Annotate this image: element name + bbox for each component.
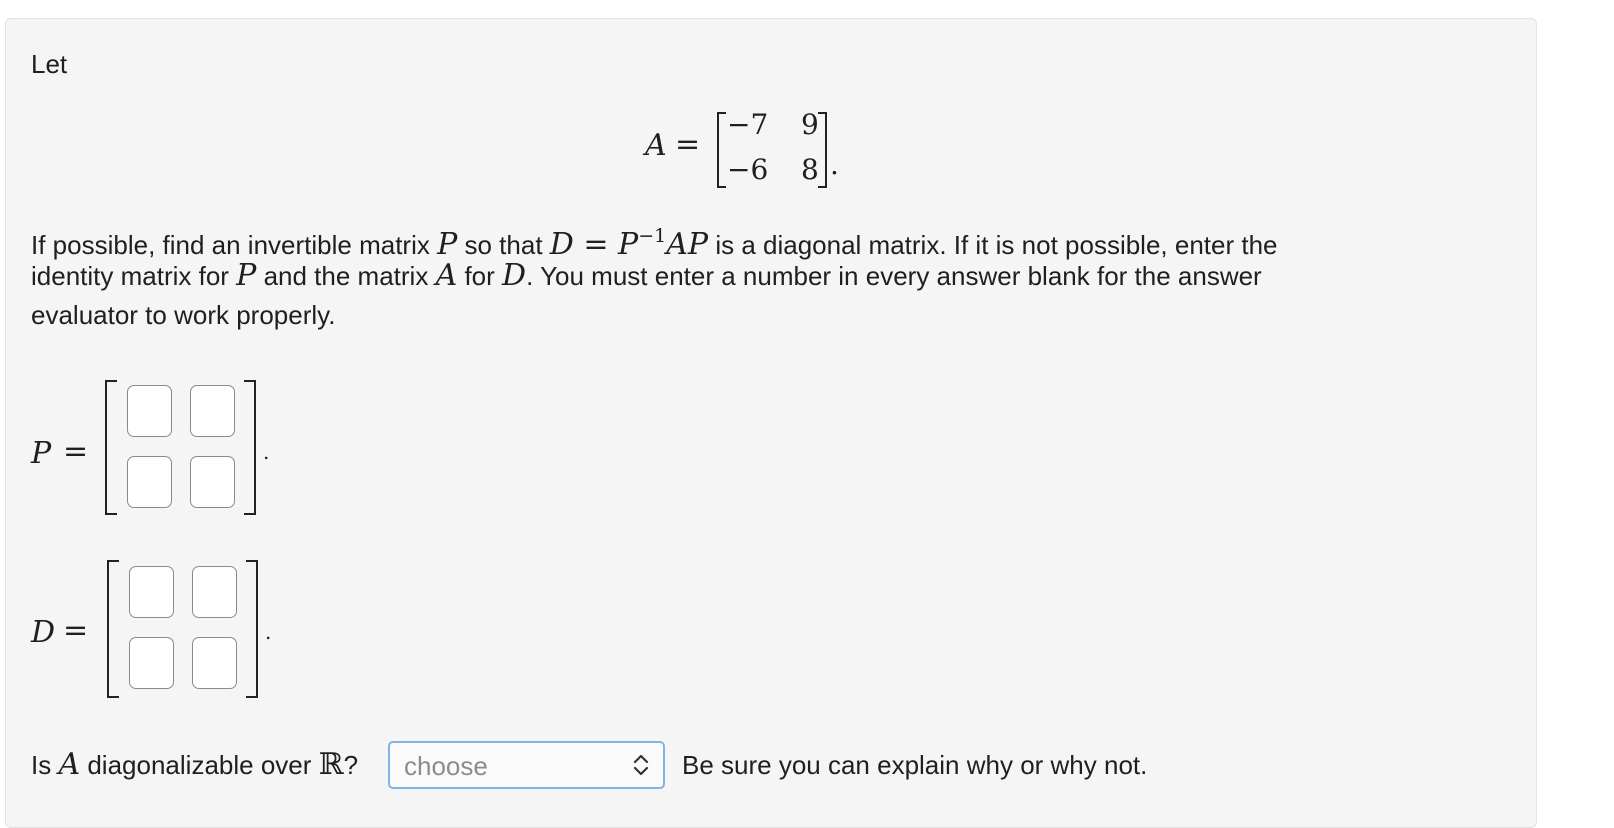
answer-d-cell-1-1[interactable] xyxy=(129,566,174,618)
answer-p-right-bracket xyxy=(244,380,256,515)
matrix-a-cell: −6 xyxy=(727,153,769,186)
instruction-line-3: evaluator to work properly. xyxy=(31,300,336,330)
matrix-a-left-bracket xyxy=(717,112,726,188)
answer-p-cell-1-1[interactable] xyxy=(127,385,172,437)
answer-d-equals: = xyxy=(63,613,89,648)
chevron-up-down-icon xyxy=(631,750,651,780)
instruction-line-1: If possible, find an invertible matrix P so that $D = P^{-1}AP$ is a diagonal matrix. If it is not possible, enter the xyxy=(31,225,1278,262)
answer-p-left-bracket xyxy=(105,380,117,515)
answer-p-cell-2-1[interactable] xyxy=(127,456,172,508)
matrix-a-period: . xyxy=(830,148,839,181)
matrix-a-equals: = xyxy=(675,127,701,162)
diagonalizable-select[interactable] xyxy=(388,741,665,789)
answer-d-lhs: D xyxy=(31,615,56,650)
instruction-line-2: identity matrix for P and the matrix A for D. You must enter a number in every answer blank for the answer xyxy=(31,258,1262,293)
answer-d-right-bracket xyxy=(246,560,258,698)
matrix-a-right-bracket xyxy=(818,112,827,188)
answer-p-cell-2-2[interactable] xyxy=(190,456,235,508)
matrix-a-lhs: A xyxy=(645,128,667,163)
answer-d-cell-1-2[interactable] xyxy=(192,566,237,618)
intro-text: Let xyxy=(31,49,68,79)
diagonalizable-question: Is A diagonalizable over ℝ? xyxy=(31,747,359,782)
explain-text: Be sure you can explain why or why not. xyxy=(682,750,1148,780)
answer-d-cell-2-2[interactable] xyxy=(192,637,237,689)
answer-p-period: . xyxy=(263,440,270,464)
answer-d-cell-2-1[interactable] xyxy=(129,637,174,689)
select-placeholder: choose xyxy=(404,751,488,781)
matrix-a-cell: −7 xyxy=(727,108,769,141)
answer-d-left-bracket xyxy=(107,560,119,698)
answer-p-lhs: P xyxy=(31,436,52,471)
matrix-a-cell: 8 xyxy=(801,153,819,186)
answer-p-cell-1-2[interactable] xyxy=(190,385,235,437)
answer-p-equals: = xyxy=(63,434,89,469)
answer-d-period: . xyxy=(265,620,272,644)
matrix-a-cell: 9 xyxy=(801,108,819,141)
